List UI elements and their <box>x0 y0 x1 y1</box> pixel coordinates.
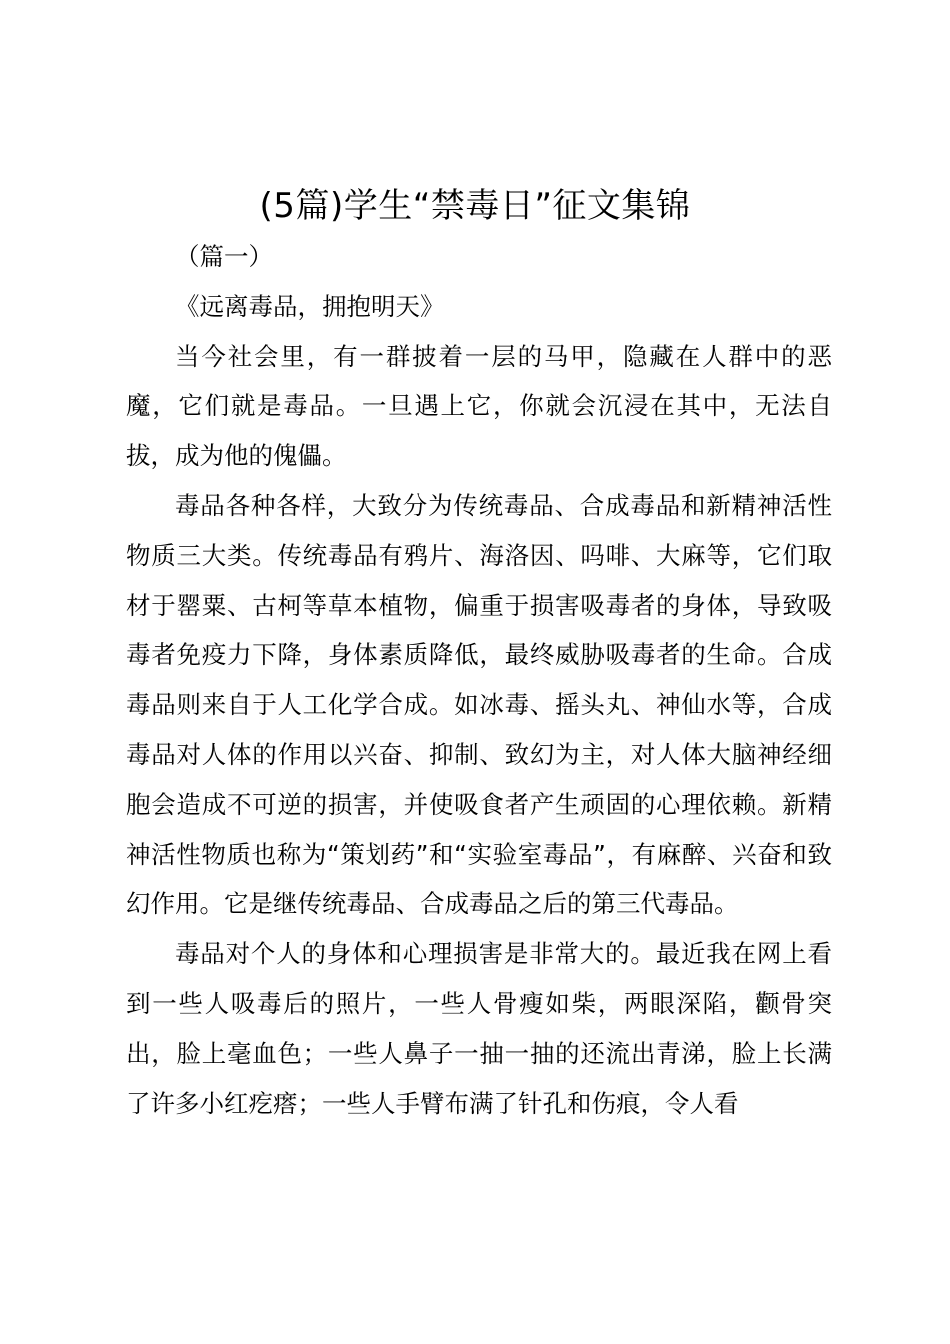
paragraph-2: 毒品各种各样，大致分为传统毒品、合成毒品和新精神活性物质三大类。传统毒品有鸦片、海洛因、吗啡、大麻等，它们取材于罂粟、古柯等草本植物，偏重于损害吸毒者的身体，导致吸毒者免疫力下降，身体素质降低，最终威胁吸毒者的生命。合成毒品则来自于人工化学合成。如冰毒、摇头丸、神仙水等，合成毒品对人体的作用以兴奋、抑制、致幻为主，对人体大脑神经细胞会造成不可逆的损害，并使吸食者产生顽固的心理依赖。新精神活性物质也称为“策划药”和“实验室毒品”，有麻醉、兴奋和致幻作用。它是继传统毒品、合成毒品之后的第三代毒品。 <box>126 490 832 919</box>
essay-title: 《远离毒品，拥抱明天》 <box>175 291 445 321</box>
section-label: （篇一） <box>175 242 273 271</box>
paragraph-3: 毒品对个人的身体和心理损害是非常大的。最近我在网上看到一些人吸毒后的照片，一些人骨瘦如柴，两眼深陷，颧骨突出，脸上毫血色；一些人鼻子一抽一抽的还流出青涕，脸上长满了许多小红疙瘩；一些人手臂布满了针孔和伤痕，令人看 <box>126 939 832 1118</box>
paragraph-1: 当今社会里，有一群披着一层的马甲，隐藏在人群中的恶魔，它们就是毒品。一旦遇上它，你就会沉浸在其中，无法自拔，成为他的傀儡。 <box>126 341 832 471</box>
document-body <box>126 232 832 1128</box>
document-title: (5篇)学生“禁毒日”征文集锦 <box>259 186 691 226</box>
